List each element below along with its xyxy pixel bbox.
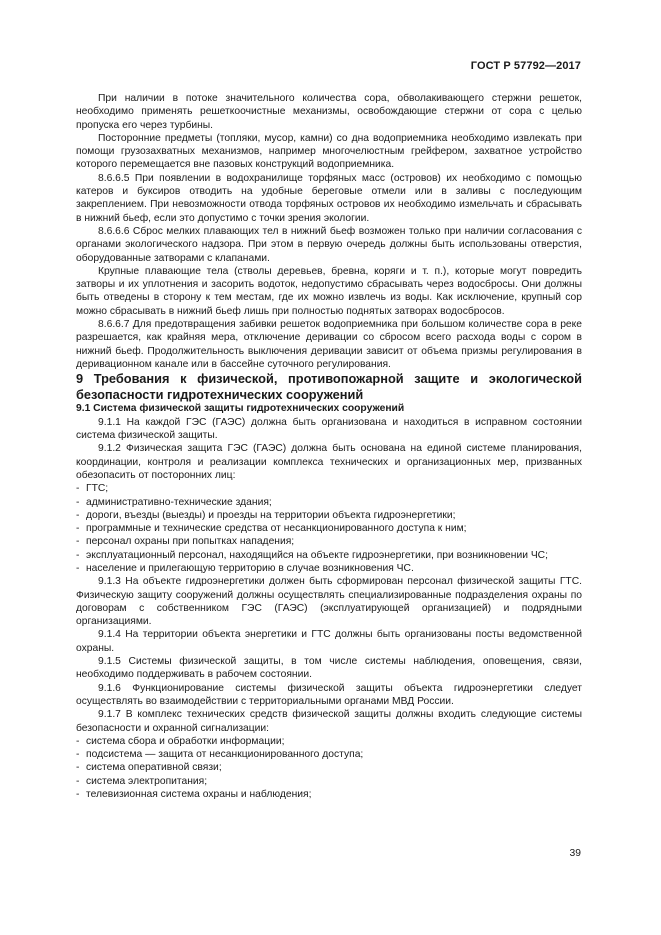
- list-dash: -: [76, 509, 80, 521]
- paragraph: 8.6.6.7 Для предотвращения забивки решеток водоприемника при большом количестве сора в реке разрешается, как крайняя мера, отключение деривации со сбросом всего расхода воды с сором в нижний бьеф. Продолжительность выключения деривации зависит от объема призмы регулирования в деривационном канале или в бассейне суточного регулирования.: [76, 319, 582, 370]
- list-dash: -: [76, 762, 80, 774]
- list-item: - персонал охраны при попытках нападения;: [76, 536, 295, 548]
- list-dash: -: [76, 562, 80, 574]
- list-dash: -: [76, 536, 80, 548]
- list-security-systems: [76, 735, 582, 801]
- list-item: - программные и технические средства от несанкционированного доступа к ним;: [76, 523, 467, 535]
- list-item: - система электропитания;: [76, 775, 208, 787]
- paragraph: 8.6.6.5 При появлении в водохранилище торфяных масс (островов) их необходимо с помощью катеров и буксиров отводить на удобные береговые отмели или в заливы с последующим закреплением. При невозможности отвода торфяных островов их необходимо измельчать и сбрасывать в нижний бьеф, если это допустимо с точки зрения экологии.: [76, 172, 582, 224]
- list-item: - система сбора и обработки информации;: [76, 735, 285, 747]
- list-item: - дороги, въезды (выезды) и проезды на территории объекта гидроэнергетики;: [76, 509, 456, 521]
- paragraph: 9.1.2 Физическая защита ГЭС (ГАЭС) должна быть основана на единой системе планирования, координации, контроля и реализации комплекса технических и организационных мер, призванных обезопасить от посторонних лиц:: [76, 443, 582, 481]
- paragraph: 9.1.5 Системы физической защиты, в том числе системы наблюдения, оповещения, связи, необходимо поддерживать в рабочем состоянии.: [76, 656, 582, 681]
- paragraph: При наличии в потоке значительного количества сора, обволакивающего стержни решеток, необходимо применять решеткоочистные механизмы, освобождающие стержни от сора с целью пропуска его через турбины.: [76, 93, 582, 131]
- list-dash: -: [76, 523, 80, 535]
- list-protected-objects: [76, 482, 582, 575]
- list-dash: -: [76, 749, 80, 761]
- list-dash: -: [76, 483, 80, 495]
- paragraph: 8.6.6.6 Сброс мелких плавающих тел в нижний бьеф возможен только при наличии согласования с органами экологического надзора. При этом в первую очередь должны быть использованы отверстия, оборудованные затворами с клапанами.: [76, 225, 582, 264]
- list-item: - ГТС;: [76, 483, 109, 495]
- paragraph: 9.1.4 На территории объекта энергетики и ГТС должны быть организованы посты ведомственной охраны.: [76, 629, 582, 654]
- list-dash: -: [76, 549, 80, 561]
- list-item: - подсистема — защита от несанкционированного доступа;: [76, 749, 364, 761]
- document-body: [76, 92, 582, 801]
- list-dash: -: [76, 789, 80, 801]
- paragraph: Посторонние предметы (топляки, мусор, камни) со дна водоприемника необходимо извлекать при помощи грузозахватных механизмов, например многочелюстным грейфером, захватное устройство которого перемещается вне пазовых конструкций водоприемника.: [76, 132, 582, 171]
- page-number: 39: [569, 848, 581, 859]
- list-dash: -: [76, 775, 80, 787]
- standard-header: ГОСТ Р 57792—2017: [470, 60, 581, 72]
- paragraph: 9.1.7 В комплекс технических средств физической защиты должны входить следующие системы безопасности и охранной сигнализации:: [76, 709, 582, 734]
- list-item: - эксплуатационный персонал, находящийся на объекте гидроэнергетики, при возникновении ЧС;: [76, 549, 548, 561]
- paragraph: Крупные плавающие тела (стволы деревьев, бревна, коряги и т. п.), которые могут повредить затворы и их уплотнения и засорить водоток, недопустимо сбрасывать через водосбросы. Они должны быть отведены в сторону к тем местам, где их можно извлечь из воды. Как исключение, крупный сор можно сбрасывать в нижний бьеф лишь при полностью поднятых затворах водосбросов.: [76, 265, 582, 317]
- list-item: - население и прилегающую территорию в случае возникновения ЧС.: [76, 562, 414, 574]
- section-title: 9 Требования к физической, противопожарной защите и экологической безопасности гидротехнических сооружений: [76, 371, 582, 402]
- list-item: - административно-технические здания;: [76, 496, 272, 508]
- paragraph: 9.1.1 На каждой ГЭС (ГАЭС) должна быть организована и находиться в исправном состоянии система физической защиты.: [76, 416, 582, 442]
- list-item: - система оперативной связи;: [76, 762, 222, 774]
- subsection-title: 9.1 Система физической защиты гидротехнических сооружений: [76, 403, 405, 415]
- paragraph: 9.1.6 Функционирование системы физической защиты объекта гидроэнергетики следует осуществлять во взаимодействии с территориальными органами МВД России.: [76, 682, 582, 707]
- list-dash: -: [76, 735, 80, 747]
- paragraph: 9.1.3 На объекте гидроэнергетики должен быть сформирован персонал физической защиты ГТС. Физическую защиту сооружений должны осуществлять специализированные подразделения охраны по договорам с собственником ГЭС (ГАЭС) (эксплуатирующей организацией) и подрядными организациями.: [76, 576, 582, 628]
- list-item: - телевизионная система охраны и наблюдения;: [76, 789, 312, 801]
- list-dash: -: [76, 496, 80, 508]
